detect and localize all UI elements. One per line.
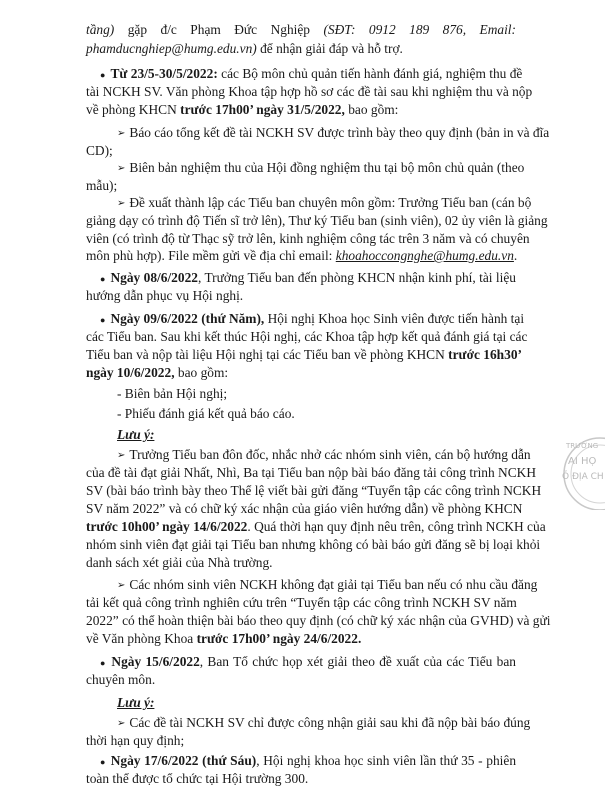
text-line	[86, 142, 516, 160]
text-span: - Biên bản Hội nghị;	[117, 386, 228, 401]
text-line	[86, 732, 516, 750]
text-span: tài NCKH SV. Văn phòng Khoa tập hợp hồ sơ các đề tài sau khi nghiệm thu và nộp	[86, 84, 533, 99]
text-line	[86, 594, 516, 612]
text-line	[86, 770, 516, 788]
arrow-item	[117, 194, 532, 214]
text-span: Đề xuất thành lập các Tiểu ban chuyên môn gồm: Trưởng Tiểu ban (cán bộ	[129, 195, 532, 210]
bullet-icon: ●	[100, 658, 107, 668]
bullet-icon: ●	[100, 70, 106, 80]
text-span: Các đề tài NCKH SV chỉ được công nhận giải sau khi đã nộp bài báo đúng	[129, 715, 531, 730]
text-span: trước 17h00’ ngày 24/6/2022.	[196, 631, 362, 646]
text-line	[86, 101, 516, 119]
seal-text: Ỏ ĐỊA CH	[562, 472, 604, 482]
bullet-icon: ●	[100, 757, 106, 767]
text-span: bao gồm:	[174, 365, 229, 380]
text-span: Từ 23/5-30/5/2022:	[110, 66, 218, 81]
text-span: Báo cáo tổng kết đề tài NCKH SV được trình bày theo quy định (bản in và đĩa	[129, 125, 550, 140]
text-span: Ngày 17/6/2022 (thứ Sáu)	[110, 753, 257, 768]
text-span: về phòng KHCN	[86, 102, 181, 117]
text-span: . Quá thời hạn quy định nêu trên, công trình NCKH của	[247, 519, 546, 534]
text-span: bao gồm:	[344, 102, 399, 117]
arrow-bullet-icon: ➢	[117, 450, 126, 461]
text-span: giảng dạy có trình độ Tiến sĩ trở lên), Thư ký Tiểu ban (sinh viên), 02 ủy viên là giảng	[86, 213, 548, 228]
text-span: toàn thể được tổ chức tại Hội trường 300.	[86, 771, 309, 786]
arrow-bullet-icon: ➢	[117, 718, 126, 729]
bullet-icon: ●	[100, 274, 106, 284]
text-line	[86, 247, 516, 265]
text-span: của đề tài đạt giải Nhất, Nhì, Ba tại Tiểu ban nộp bài báo đăng tải công trình NCKH	[86, 465, 536, 480]
arrow-item	[117, 159, 525, 179]
seal-stamp	[556, 434, 605, 510]
text-line	[86, 212, 548, 230]
text-line	[86, 40, 516, 58]
text-line	[86, 536, 541, 554]
arrow-bullet-icon: ➢	[117, 128, 126, 139]
arrow-item	[117, 714, 531, 734]
text-line	[86, 328, 528, 346]
text-span: Trưởng Tiểu ban đôn đốc, nhắc nhở các nhóm sinh viên, cán bộ hướng dẫn	[129, 447, 531, 462]
bullet-item	[100, 65, 523, 84]
text-line	[86, 482, 542, 500]
text-span: Ngày 09/6/2022 (thứ Năm),	[110, 311, 265, 326]
arrow-bullet-icon: ➢	[117, 580, 126, 591]
email-text: phamducnghiep@humg.edu.vn)	[86, 41, 257, 56]
text-line	[86, 83, 533, 101]
text-span: 2022” có thể hoàn thiện bài báo theo quy định (có chữ ký xác nhận của GVHD) và gửi	[86, 613, 551, 628]
text-line	[86, 464, 536, 482]
text-line	[86, 364, 516, 382]
text-line	[86, 230, 530, 248]
text-line	[86, 630, 516, 648]
text-line	[86, 21, 516, 39]
text-line	[86, 287, 516, 305]
text-span: , Hội nghị khoa học sinh viên lần thứ 35 - phiên	[256, 753, 517, 768]
text-span: Hội nghị Khoa học Sinh viên được tiến hành tại	[264, 311, 525, 326]
text-span: Ngày 15/6/2022	[111, 654, 200, 669]
text-span: CD);	[86, 143, 113, 158]
text-line	[86, 671, 516, 689]
text-span: (SĐT: 0912 189 876, Email:	[323, 22, 516, 37]
arrow-bullet-icon: ➢	[117, 198, 126, 209]
text-span: SV (bài báo trình bày theo Thể lệ viết bài gửi đăng “Tuyển tập các công trình NCKH	[86, 483, 542, 498]
text-line	[86, 554, 516, 572]
text-line	[86, 500, 523, 518]
text-span: nhóm sinh viên đạt giải tại Tiểu ban nhưng không có bài báo gửi đăng sẽ bị loại khỏi	[86, 537, 541, 552]
text-span: ngày 10/6/2022,	[86, 365, 175, 380]
text-span: - Phiếu đánh giá kết quả báo cáo.	[117, 406, 295, 421]
list-item	[117, 405, 516, 423]
text-span: Biên bản nghiệm thu của Hội đồng nghiệm thu tại bộ môn chủ quản (theo	[129, 160, 525, 175]
text-span: , Trưởng Tiểu ban đến phòng KHCN nhận kinh phí, tài liệu	[197, 270, 517, 285]
text-span: , Ban Tổ chức họp xét giải theo đề xuất của các Tiểu ban	[199, 654, 516, 669]
text-span: Lưu ý:	[117, 695, 155, 710]
text-line	[86, 177, 516, 195]
text-span: viên (có trình độ từ Thạc sỹ trở lên, kinh nghiệm công tác trên 3 năm và có chuyên	[86, 231, 530, 246]
text-span: Tiểu ban và nộp tài liệu Hội nghị tại các Tiểu ban về phòng KHCN	[86, 347, 449, 362]
list-item	[117, 385, 516, 403]
text-span: tầng)	[86, 22, 115, 37]
text-span: trước 10h00’ ngày 14/6/2022	[86, 519, 248, 534]
note-heading	[117, 426, 516, 444]
text-span: Lưu ý:	[117, 427, 155, 442]
text-span: để nhận giải đáp và hỗ trợ.	[256, 41, 403, 56]
text-span: gặp đ/c Phạm Đức Nghiệp	[114, 22, 324, 37]
note-heading	[117, 694, 516, 712]
email-link[interactable]: khoahoccongnghe@humg.edu.vn	[335, 248, 514, 263]
text-span: các Tiểu ban. Sau khi kết thúc Hội nghị, các Khoa tập hợp kết quả đánh giá tại các	[86, 329, 528, 344]
text-span: chuyên môn.	[86, 672, 156, 687]
text-span: Ngày 08/6/2022	[110, 270, 198, 285]
text-span: Các nhóm sinh viên NCKH không đạt giải tại Tiểu ban nếu có nhu cầu đăng	[129, 577, 538, 592]
arrow-bullet-icon: ➢	[117, 163, 126, 174]
text-span: trước 16h30’	[448, 347, 522, 362]
text-span: trước 17h00’ ngày 31/5/2022,	[180, 102, 345, 117]
text-span: mẫu);	[86, 178, 118, 193]
bullet-icon: ●	[100, 315, 106, 325]
text-line	[86, 612, 551, 630]
bullet-item	[100, 269, 516, 288]
arrow-item	[117, 576, 538, 596]
text-span: về Văn phòng Khoa	[86, 631, 197, 646]
text-span: các Bộ môn chủ quản tiến hành đánh giá, nghiệm thu đề	[217, 66, 523, 81]
text-span: thời hạn quy định;	[86, 733, 185, 748]
text-span: .	[513, 248, 518, 263]
text-line	[86, 518, 546, 536]
bullet-item	[100, 310, 525, 329]
bullet-item	[100, 752, 516, 771]
text-span: tải kết quả công trình nghiên cứu trên “Tuyển tập các công trình NCKH SV năm	[86, 595, 517, 610]
bullet-item	[100, 653, 516, 672]
text-span: hướng dẫn phục vụ Hội nghị.	[86, 288, 244, 303]
text-span: môn phù hợp). File mềm gửi về địa chỉ email:	[86, 248, 336, 263]
seal-text: TRƯỜNG	[566, 442, 599, 450]
text-span: SV năm 2022” và có chữ ký xác nhận của giáo viên hướng dẫn) về phòng KHCN	[86, 501, 523, 516]
arrow-item	[117, 446, 531, 466]
seal-text: AI HỌ	[568, 456, 597, 467]
arrow-item	[117, 124, 550, 144]
text-span: danh sách xét giải của Nhà trường.	[86, 555, 273, 570]
text-line	[86, 346, 522, 364]
